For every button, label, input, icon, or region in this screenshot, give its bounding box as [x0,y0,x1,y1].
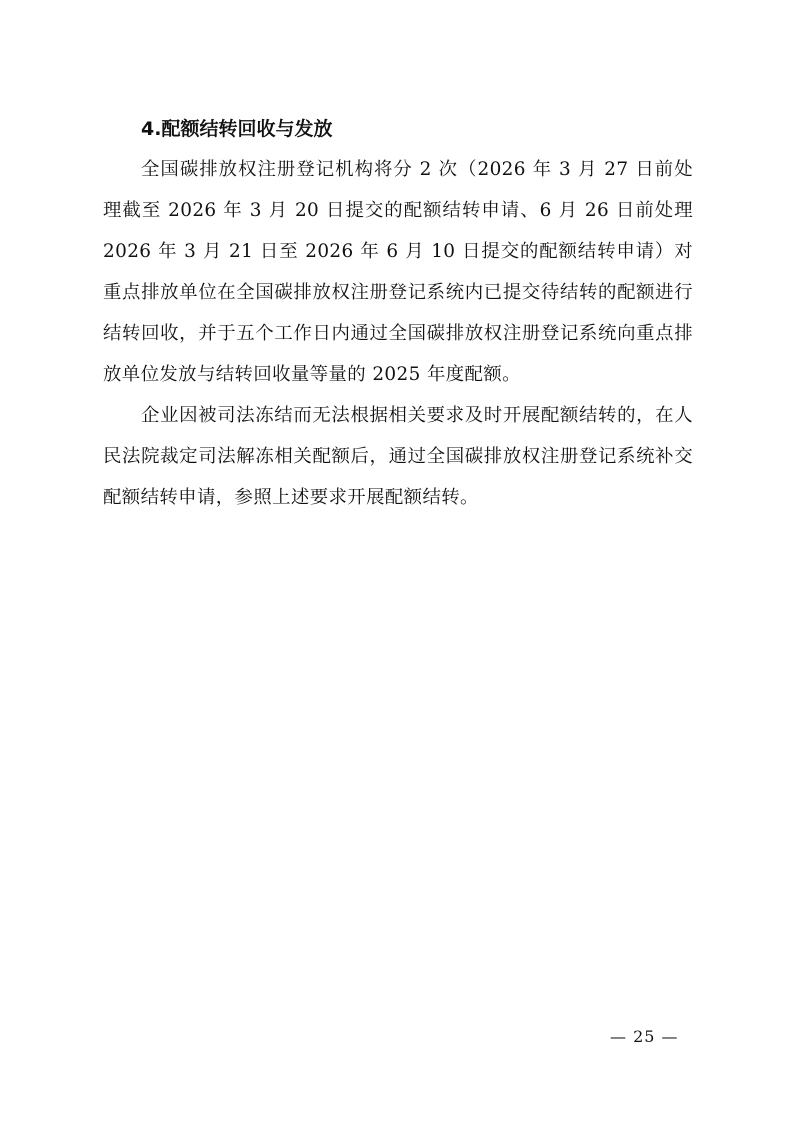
document-body [103,111,693,518]
paragraph-carryover-recovery: 全国碳排放权注册登记机构将分 2 次（2026 年 3 月 27 日前处理截至 2026 年 3 月 20 日提交的配额结转申请、6 月 26 日前处理 2026 年 3 月 21 日至 2026 年 6 月 10 日提交的配额结转申请）对重点排放单位在全国碳排放权注册登记系统内已提交待结转的配额进行结转回收，并于五个工作日内通过全国碳排放权注册登记系统向重点排放单位发放与结转回收量等量的 2025 年度配额。 [103,159,693,385]
section-heading: 4.配额结转回收与发放 [141,118,333,140]
page-number: — 25 — [610,1027,679,1046]
paragraph-judicial-freeze: 企业因被司法冻结而无法根据相关要求及时开展配额结转的，在人民法院裁定司法解冻相关配额后，通过全国碳排放权注册登记系统补交配额结转申请，参照上述要求开展配额结转。 [103,405,693,508]
